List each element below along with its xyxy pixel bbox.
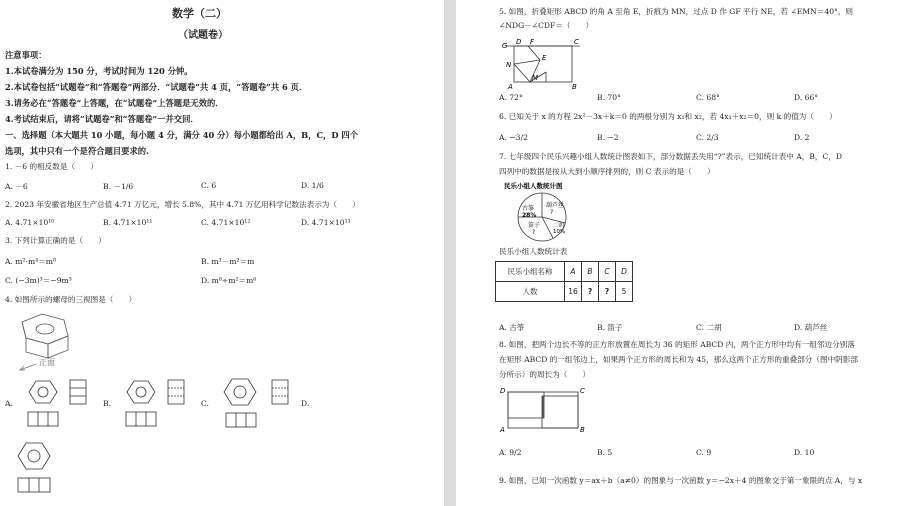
q6-option-a: A. −3/2: [499, 133, 528, 142]
svg-text:M: M: [532, 74, 539, 82]
q8-line-3: 分所示）的周长为（ ）: [499, 370, 591, 379]
table-header-row: [496, 262, 633, 282]
note-4: 4.考试结束后，请将“试题卷”和“答题卷”一并交回．: [5, 114, 199, 124]
svg-text:G: G: [502, 42, 508, 50]
q7-option-a: A. 古筝: [499, 323, 525, 332]
svg-text:D: D: [500, 387, 506, 395]
svg-text:A: A: [508, 83, 513, 90]
table-row: [496, 282, 633, 302]
svg-text:D: D: [516, 38, 522, 46]
q8-option-c: C. 9: [696, 448, 712, 457]
table-cell: 5: [616, 282, 633, 302]
svg-text:E: E: [542, 54, 547, 62]
svg-text:B: B: [580, 426, 585, 434]
q1-option-b: B. －1/6: [103, 182, 134, 191]
q2-option-d: D. 4.71×10¹³: [301, 218, 351, 227]
q5-option-d: D. 66°: [794, 93, 819, 102]
pie-label-guzheng-pct: 28%: [522, 212, 537, 219]
q8-option-b: B. 5: [597, 448, 613, 457]
q2-stem: 2. 2023 年安徽省地区生产总值 4.71 万亿元，增长 5.8%，其中 4.71 万亿用科学记数法表示为（ ）: [5, 200, 360, 209]
q7-line-2: 四列中的数据是按从大到小顺序排列的，则 C 表示的是（ ）: [499, 167, 715, 176]
table-header-cell: C: [599, 262, 616, 282]
table-cell: 16: [565, 282, 582, 302]
q8-option-d: D. 10: [794, 448, 815, 457]
svg-text:N: N: [506, 61, 512, 69]
q7-option-b: B. 笛子: [597, 323, 623, 332]
pie-label-hulusi: 葫芦丝: [546, 202, 565, 209]
q4-figure-c: [218, 376, 298, 430]
note-2: 2.本试卷包括“试题卷”和“答题卷”两部分．“试题卷”共 4 页，“答题卷”共 6 页．: [5, 82, 308, 92]
svg-text:F: F: [530, 38, 535, 46]
table-header-cell: D: [616, 262, 633, 282]
q5-line-2: ∠NDG－∠CDF＝（ ）: [499, 21, 594, 30]
svg-text:C: C: [580, 387, 585, 395]
q3-stem: 3. 下列计算正确的是（ ）: [5, 236, 106, 245]
q6-option-b: B. −2: [597, 133, 619, 142]
pie-label-dizi: 笛子: [528, 222, 541, 229]
overlap-shaded-region: [542, 396, 544, 418]
table-title: 民乐小组人数统计表: [499, 247, 568, 256]
q4-figure-b: [118, 378, 198, 430]
q5-figure: [500, 36, 590, 90]
q3-option-c: C. (−3m)³＝−9m³: [5, 276, 72, 285]
table-header-cell: B: [582, 262, 599, 282]
page-left: [0, 0, 444, 506]
q5-line-1: 5. 如图，折叠矩形 ABCD 的角 A 至角 E，折痕为 MN，过点 D 作 GF 平行 NE，若 ∠EMN＝40°，则: [499, 7, 854, 16]
q4-option-c: C.: [201, 399, 209, 408]
pie-label-erhu-pct: 10%: [553, 229, 566, 235]
q5-option-b: B. 70°: [597, 93, 621, 102]
q8-option-a: A. 9/2: [499, 448, 522, 457]
q4-figure-a: [20, 378, 100, 430]
q3-option-d: D. m⁸÷m²＝m⁶: [201, 276, 257, 285]
q7-table: [495, 261, 633, 302]
pie-label-hulusi-q: ?: [550, 209, 554, 216]
q6-option-c: C. 2/3: [696, 133, 719, 142]
page-gutter: [444, 0, 456, 506]
page-right: [456, 0, 900, 506]
table-cell: ?: [582, 282, 599, 302]
q8-line-2: 在矩形 ABCD 的一组邻边上，如果两个正方形的周长和为 45，那么这两个正方形的重叠部分（图中阴影部: [499, 355, 858, 364]
table-cell: 人数: [496, 282, 565, 302]
pie-divider-3: [542, 217, 553, 238]
table-header-cell: A: [565, 262, 582, 282]
q2-option-a: A. 4.71×10¹⁰: [5, 218, 55, 227]
q1-stem: 1. －6 的相反数是（ ）: [5, 162, 98, 171]
q4-figure-d: [12, 438, 92, 494]
q8-line-1: 8. 如图，把两个边长不等的正方形放置在周长为 36 的矩形 ABCD 内，两个正方形中均有一组邻边分别落: [499, 340, 855, 349]
section-heading-1: 一、选择题（本大题共 10 小题，每小题 4 分，满分 40 分）每小题都给出 A，B，C，D 四个: [5, 130, 359, 140]
pie-label-guzheng: 古筝: [522, 205, 535, 212]
arrow-icon: [20, 364, 36, 370]
notes-heading: 注意事项：: [5, 50, 47, 60]
q5-option-c: C. 68°: [696, 93, 720, 102]
q7-option-d: D. 葫芦丝: [794, 323, 828, 332]
q1-option-c: C. 6: [201, 181, 217, 190]
page-subtitle: （试题卷）: [178, 30, 228, 41]
section-heading-2: 选项，其中只有一个是符合题目要求的.: [5, 146, 149, 156]
pie-label-erhu: 二胡: [553, 223, 565, 229]
q1-option-d: D. 1/6: [301, 181, 324, 190]
q3-option-a: A. m²·m⁴＝m⁸: [5, 257, 57, 266]
q4-stem: 4. 如图所示的螺母的三视图是（ ）: [5, 295, 137, 304]
q4-option-b: B.: [103, 399, 111, 408]
q2-option-c: C. 4.71×10¹²: [201, 218, 251, 227]
svg-text:B: B: [572, 83, 577, 90]
q5-option-a: A. 72°: [499, 93, 523, 102]
q1-option-a: A. －6: [5, 182, 28, 191]
table-cell: ?: [599, 282, 616, 302]
front-view-label: 正面: [39, 358, 55, 367]
svg-text:A: A: [500, 426, 505, 434]
nut-figure: [12, 310, 82, 372]
note-1: 1.本试卷满分为 150 分，考试时间为 120 分钟。: [5, 66, 193, 76]
q8-figure: [498, 382, 598, 436]
q6-stem: 6. 已知关于 x 的方程 2x²－3x＋k＝0 的两根分别为 x₁和 x₂，若 4x₁＋x₂＝0，则 k 的值为（ ）: [499, 112, 837, 121]
q4-option-d: D.: [301, 399, 310, 408]
pie-chart-title: 民乐小组人数统计图: [504, 182, 563, 190]
table-header-cell: 民乐小组名称: [496, 262, 565, 282]
q9-stem: 9. 如图，已知一次函数 y＝ax＋b（a≠0）的图象与一次函数 y＝−2x＋4 的图象交于第一象限的点 A，与 x: [499, 476, 863, 485]
note-3: 3.请务必在“答题卷”上答题，在“试题卷”上答题是无效的．: [5, 98, 224, 108]
q4-option-a: A.: [5, 399, 13, 408]
q7-option-c: C. 二胡: [696, 323, 722, 332]
q3-option-b: B. m³－m²＝m: [201, 257, 255, 266]
svg-text:C: C: [574, 38, 579, 46]
pie-label-dizi-q: ?: [532, 229, 536, 236]
page-title: 数学（二）: [172, 7, 227, 20]
q6-option-d: D. 2: [794, 133, 810, 142]
q7-line-1: 7. 七年级四个民乐兴趣小组人数统计图表如下，部分数据丢失用“?”表示，已知统计表中 A，B，C，D: [499, 152, 843, 161]
q7-pie-chart: [500, 181, 606, 243]
q2-option-b: B. 4.71×10¹¹: [103, 218, 153, 227]
